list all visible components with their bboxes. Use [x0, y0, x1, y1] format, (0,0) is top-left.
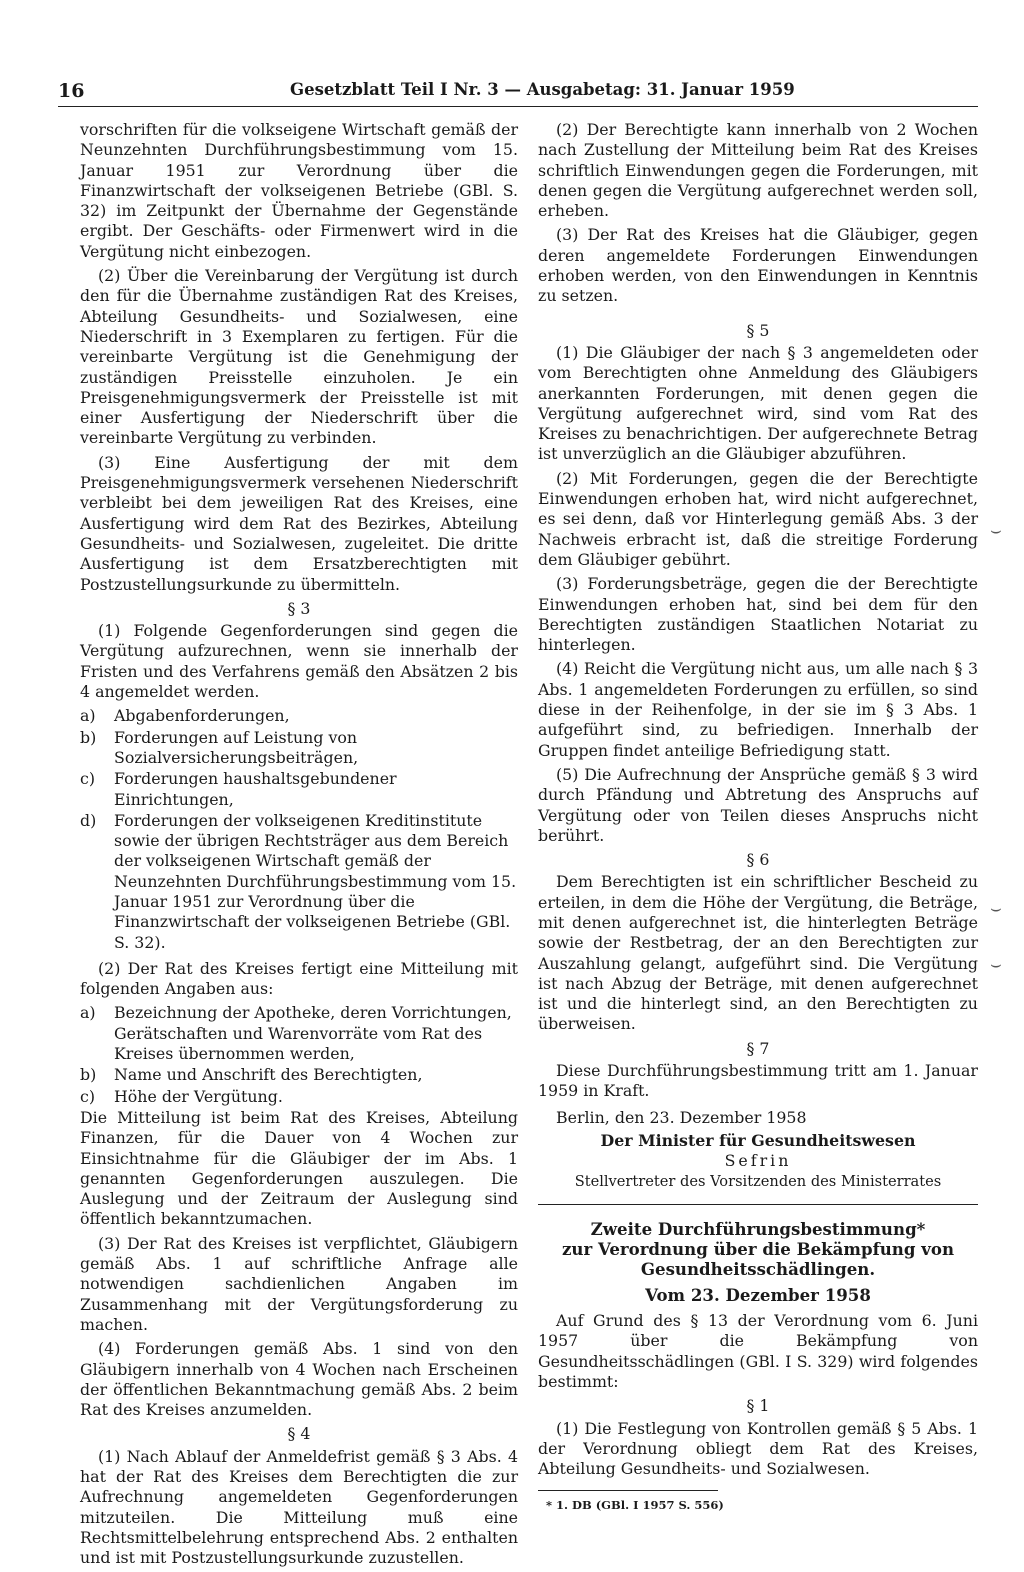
margin-mark-icon: ⌣: [990, 898, 1002, 919]
list-item: [80, 769, 518, 810]
paragraph: (1) Die Gläubiger der nach § 3 angemeldeten oder vom Berechtigten ohne Anmeldung des Gläubigers anerkannten Forderungen, mit denen gegen die Vergütung aufgerechnet wird, sind vom Rat des Kreises zu benachrichtigen. Der aufgerechnete Betrag ist unverzüglich an die Gläubiger abzuführen.: [538, 342, 978, 464]
paragraph: (2) Über die Vereinbarung der Vergütung ist durch den für die Übernahme zuständigen Rat des Kreises, Abteilung Gesundheits- und Sozialwesen, eine Niederschrift in 3 Exemplaren zu fertigen. Für die vereinbarte Vergütung ist die Genehmigung der zuständigen Preisstelle einzuholen. Je ein Preisgenehmigungsvermerk der Preisstelle ist mit einer Ausfertigung der Niederschrift über die vereinbarte Vergütung zu verbinden.: [80, 266, 518, 448]
list-text: Forderungen der volkseigenen Kreditinstitute sowie der übrigen Rechtsträger aus dem Bereich der volkseigenen Wirtschaft gemäß der Neunzehnten Durchführungsbestimmung vom 15. Januar 1951 zur Verordnung über die Finanzwirtschaft der volkseigenen Betriebe (GBl. S. 32).: [114, 810, 517, 952]
signature-role: Stellvertreter des Vorsitzenden des Ministerrates: [574, 1172, 942, 1190]
paragraph: (1) Nach Ablauf der Anmeldefrist gemäß § 3 Abs. 4 hat der Rat des Kreises dem Berechtigten die zur Aufrechnung angemeldeten Gegenforderungen mitzuteilen. Die Mitteilung muß eine Rechtsmittelbelehrung entsprechend Abs. 2 enthalten und ist mit Postzustellungsurkunde zuzustellen.: [80, 1446, 518, 1568]
regulation-title: zur Verordnung über die Bekämpfung von: [561, 1238, 955, 1259]
list-text: Bezeichnung der Apotheke, deren Vorrichtungen, Gerätschaften und Warenvorräte vom Rat des Kreises übernommen werden,: [114, 1003, 512, 1064]
paragraph: (1) Folgende Gegenforderungen sind gegen die Vergütung aufzurechnen, wenn sie innerhalb der Fristen und des Verfahrens gemäß den Absätzen 2 bis 4 angemeldet werden.: [80, 621, 518, 702]
page-number: 16: [58, 80, 85, 102]
section-heading: § 4: [287, 1424, 311, 1444]
list-item: [80, 1087, 518, 1107]
paragraph: Dem Berechtigten ist ein schriftlicher Bescheid zu erteilen, in dem die Höhe der Vergütung, die Beträge, mit denen aufgerechnet ist, die hinterlegten Beträge sowie der Restbetrag, der an den Berechtigten zur Auszahlung gelangt, aufgeführt sind. Die Vergütung ist nach Abzug der Beträge, mit denen aufgerechnet ist und die hinterlegt sind, an den Berechtigten zu überweisen.: [538, 872, 978, 1034]
margin-mark-icon: ⌣: [990, 520, 1002, 541]
list-label: d): [80, 810, 97, 830]
paragraph: (3) Der Rat des Kreises ist verpflichtet, Gläubigern gemäß Abs. 1 auf schriftliche Anfrage alle notwendigen sachdienlichen Angaben im Zusammenhang mit der Vergütungsforderung zu machen.: [80, 1233, 518, 1334]
paragraph: (5) Die Aufrechnung der Ansprüche gemäß § 3 wird durch Pfändung und Abtretung des Anspruchs auf Vergütung oder von Teilen dieses Anspruchs nicht berührt.: [538, 764, 978, 845]
paragraph: vorschriften für die volkseigene Wirtschaft gemäß der Neunzehnten Durchführungsbestimmung vom 15. Januar 1951 zur Verordnung über die Finanzwirtschaft der volkseigenen Betriebe (GBl. S. 32) im Zeitpunkt der Übernahme der Gegenstände ergibt. Der Geschäfts- oder Firmenwert wird in die Vergütung nicht einbezogen.: [80, 120, 518, 261]
list-item: [80, 1003, 518, 1064]
footnote-rule: [538, 1490, 718, 1491]
section-heading: § 7: [746, 1038, 770, 1058]
paragraph: Die Mitteilung ist beim Rat des Kreises, Abteilung Finanzen, für die Dauer von 4 Wochen zur Einsichtnahme für die Gläubiger der im Abs. 1 genannten Gegenforderungen auszulegen. Die Auslegung und der Zeitraum der Auslegung sind öffentlich bekanntzumachen.: [80, 1107, 518, 1229]
list-label: c): [80, 769, 96, 789]
section-heading: § 3: [287, 598, 311, 618]
paragraph: (4) Forderungen gemäß Abs. 1 sind von den Gläubigern innerhalb von 4 Wochen nach Erscheinen der öffentlichen Bekanntmachung gemäß Abs. 2 beim Rat des Kreises anzumelden.: [80, 1339, 518, 1420]
list-item: [80, 706, 518, 726]
paragraph: (2) Mit Forderungen, gegen die der Berechtigte Einwendungen erhoben hat, wird nicht aufgerechnet, es sei denn, daß vor Hinterlegung gemäß Abs. 3 der Nachweis erbracht ist, daß die streitige Forderung dem Gläubiger gebührt.: [538, 468, 978, 569]
paragraph: (4) Reicht die Vergütung nicht aus, um alle nach § 3 Abs. 1 angemeldeten Forderungen zu erfüllen, so sind diese in der Reihenfolge, in der sie im § 3 Abs. 1 aufgeführt sind, zu befriedigen. Innerhalb der Gruppen findet anteilige Befriedigung statt.: [538, 659, 978, 760]
list-label: b): [80, 727, 97, 747]
regulation-title: Zweite Durchführungsbestimmung*: [590, 1218, 926, 1239]
left-column: [80, 120, 518, 1572]
list-text: Forderungen haushaltsgebundener Einrichtungen,: [114, 769, 397, 809]
list-item: [80, 728, 518, 769]
list-text: Forderungen auf Leistung von Sozialversicherungsbeiträgen,: [114, 727, 359, 767]
right-column: [538, 120, 978, 1515]
list-label: b): [80, 1065, 97, 1085]
page-title: Gesetzblatt Teil I Nr. 3 — Ausgabetag: 31. Januar 1959: [290, 80, 795, 99]
footnote: * 1. DB (GBl. I 1957 S. 556): [546, 1497, 724, 1512]
paragraph: Diese Durchführungsbestimmung tritt am 1. Januar 1959 in Kraft.: [538, 1061, 978, 1101]
margin-mark-icon: ⌣: [990, 954, 1002, 975]
section-heading: § 5: [746, 320, 770, 340]
list-text: Abgabenforderungen,: [114, 706, 290, 726]
signature-name: Sefrin: [724, 1151, 792, 1171]
section-heading: § 1: [746, 1396, 770, 1416]
paragraph: (2) Der Rat des Kreises fertigt eine Mitteilung mit folgenden Angaben aus:: [80, 958, 518, 999]
paragraph: (1) Die Festlegung von Kontrollen gemäß § 5 Abs. 1 der Verordnung obliegt dem Rat des Kreises, Abteilung Gesundheits- und Sozialwesen.: [538, 1418, 978, 1479]
list-label: a): [80, 1003, 96, 1023]
paragraph: Auf Grund des § 13 der Verordnung vom 6. Juni 1957 über die Bekämpfung von Gesundheitsschädlingen (GBl. I S. 329) wird folgendes bestimmt:: [538, 1311, 978, 1392]
regulation-title: Gesundheitsschädlingen.: [640, 1258, 876, 1279]
signature-minister: Der Minister für Gesundheitswesen: [600, 1130, 916, 1150]
page-header: [58, 80, 978, 106]
section-heading: § 6: [746, 850, 770, 870]
signature-date: Berlin, den 23. Dezember 1958: [556, 1107, 807, 1127]
paragraph: (3) Forderungsbeträge, gegen die der Berechtigte Einwendungen erhoben hat, sind bei dem für den Berechtigten zuständigen Staatlichen Notariat zu hinterlegen.: [538, 574, 978, 655]
regulation-date: Vom 23. Dezember 1958: [645, 1284, 871, 1305]
list-label: c): [80, 1086, 96, 1106]
paragraph: (3) Der Rat des Kreises hat die Gläubiger, gegen deren angemeldete Forderungen Einwendungen erhoben werden, von den Einwendungen in Kenntnis zu setzen.: [538, 225, 978, 306]
section-separator: [538, 1204, 978, 1205]
list-text: Höhe der Vergütung.: [114, 1086, 283, 1106]
paragraph: (3) Eine Ausfertigung der mit dem Preisgenehmigungsvermerk versehenen Niederschrift verbleibt bei dem jeweiligen Rat des Kreises, eine Ausfertigung wird dem Rat des Bezirkes, Abteilung Gesundheits- und Sozialwesen, zugeleitet. Die dritte Ausfertigung ist dem Ersatzberechtigten mit Postzustellungsurkunde zu übermitteln.: [80, 452, 518, 594]
paragraph: (2) Der Berechtigte kann innerhalb von 2 Wochen nach Zustellung der Mitteilung beim Rat des Kreises schriftlich Einwendungen gegen die Forderungen, mit denen gegen die Vergütung aufgerechnet werden soll, erheben.: [538, 120, 978, 221]
list-item: [80, 1065, 518, 1085]
list-text: Name und Anschrift des Berechtigten,: [114, 1065, 423, 1085]
header-rule: [58, 106, 978, 107]
list-item: [80, 811, 518, 953]
list-label: a): [80, 706, 96, 726]
